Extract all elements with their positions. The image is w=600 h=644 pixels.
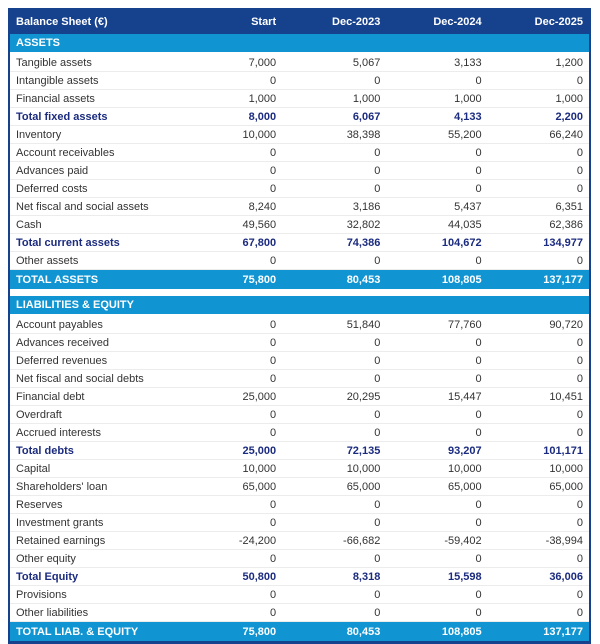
row-value: 0: [270, 318, 277, 331]
row-value: 44,035: [448, 218, 482, 231]
row-label: Advances received: [16, 336, 109, 349]
row-value: 0: [374, 146, 381, 159]
row-value: 0: [576, 146, 583, 159]
table-row-other-equity: [10, 550, 589, 568]
row-value: 5,067: [352, 56, 381, 69]
total-row-value: 137,177: [543, 273, 583, 286]
row-label: Account receivables: [16, 146, 115, 159]
row-label: Capital: [16, 462, 51, 475]
table-row-net-fiscal-and-social-assets: [10, 198, 589, 216]
column-header-dec-2025: Dec-2025: [534, 16, 583, 28]
row-value: 0: [576, 588, 583, 601]
row-value: 0: [270, 606, 277, 619]
row-value: 25,000: [242, 390, 277, 403]
table-row-reserves: [10, 496, 589, 514]
table-row-account-payables: [10, 316, 589, 334]
row-value: 74,386: [346, 236, 381, 249]
row-value: 93,207: [448, 444, 482, 457]
row-value: 0: [374, 408, 381, 421]
row-value: 0: [374, 164, 381, 177]
row-value: 10,000: [549, 462, 583, 475]
row-value: 0: [374, 74, 381, 87]
row-value: 0: [270, 372, 277, 385]
table-row-financial-debt: [10, 388, 589, 406]
subtotal-row-total-fixed-assets: [10, 108, 589, 126]
row-label: Advances paid: [16, 164, 89, 177]
total-row-value: 75,800: [242, 273, 277, 286]
row-value: 0: [576, 426, 583, 439]
row-value: 15,447: [448, 390, 482, 403]
row-label: Deferred revenues: [16, 354, 108, 367]
row-label: Reserves: [16, 498, 63, 511]
row-value: 65,000: [549, 480, 583, 493]
row-value: 8,318: [352, 570, 381, 583]
table-row-cash: [10, 216, 589, 234]
row-value: 0: [374, 336, 381, 349]
row-value: 0: [270, 336, 277, 349]
row-value: 36,006: [549, 570, 583, 583]
table-row-inventory: [10, 126, 589, 144]
table-row-financial-assets: [10, 90, 589, 108]
row-value: 10,451: [549, 390, 583, 403]
row-value: 0: [374, 552, 381, 565]
balance-sheet-table: [8, 8, 591, 644]
row-value: 0: [475, 182, 482, 195]
row-value: 8,240: [248, 200, 277, 213]
column-header-start: Start: [251, 16, 277, 28]
row-value: 2,200: [555, 110, 583, 123]
row-value: 0: [576, 74, 583, 87]
row-value: 0: [475, 408, 482, 421]
row-value: 0: [475, 498, 482, 511]
row-value: 0: [270, 552, 277, 565]
row-value: 3,133: [454, 56, 482, 69]
row-label: Total debts: [16, 444, 74, 457]
table-title: Balance Sheet (€): [16, 16, 108, 28]
row-value: 0: [270, 516, 277, 529]
row-value: 1,200: [555, 56, 583, 69]
row-value: 7,000: [248, 56, 277, 69]
row-value: 1,000: [248, 92, 277, 105]
row-value: 90,720: [549, 318, 583, 331]
row-value: 134,977: [543, 236, 583, 249]
row-value: 0: [270, 254, 277, 267]
table-row-capital: [10, 460, 589, 478]
row-value: 0: [374, 254, 381, 267]
row-value: 0: [475, 164, 482, 177]
row-value: 0: [576, 498, 583, 511]
table-body: [10, 34, 589, 641]
row-value: 0: [270, 588, 277, 601]
table-row-intangible-assets: [10, 72, 589, 90]
row-value: 10,000: [448, 462, 482, 475]
row-value: 0: [475, 426, 482, 439]
row-value: 72,135: [346, 444, 381, 457]
table-row-deferred-revenues: [10, 352, 589, 370]
row-label: Retained earnings: [16, 534, 106, 547]
row-value: 0: [576, 372, 583, 385]
total-row-label: TOTAL LIAB. & EQUITY: [16, 625, 139, 638]
row-value: 0: [374, 516, 381, 529]
row-value: 66,240: [549, 128, 583, 141]
row-label: Provisions: [16, 588, 67, 601]
table-row-overdraft: [10, 406, 589, 424]
row-value: 62,386: [549, 218, 583, 231]
row-label: Shareholders' loan: [16, 480, 108, 493]
row-label: Inventory: [16, 128, 62, 141]
table-row-shareholders-loan: [10, 478, 589, 496]
table-row-tangible-assets: [10, 54, 589, 72]
row-label: Net fiscal and social assets: [16, 200, 149, 213]
total-row-label: TOTAL ASSETS: [16, 273, 99, 286]
table-row-provisions: [10, 586, 589, 604]
row-value: 3,186: [352, 200, 381, 213]
row-label: Other assets: [16, 254, 79, 267]
row-label: Deferred costs: [16, 182, 88, 195]
table-row-retained-earnings: [10, 532, 589, 550]
row-value: 49,560: [242, 218, 277, 231]
row-value: 0: [475, 336, 482, 349]
row-value: 8,000: [248, 110, 277, 123]
total-row-value: 108,805: [441, 273, 482, 286]
row-value: 5,437: [454, 200, 482, 213]
row-value: -24,200: [238, 534, 277, 547]
row-value: 10,000: [346, 462, 381, 475]
total-row-value: 75,800: [242, 625, 277, 638]
row-value: 1,000: [454, 92, 482, 105]
total-row-total-assets: [10, 270, 589, 289]
row-label: Accrued interests: [16, 426, 101, 439]
row-value: 0: [270, 146, 277, 159]
subtotal-row-total-current-assets: [10, 234, 589, 252]
row-label: Net fiscal and social debts: [16, 372, 144, 385]
table-row-accrued-interests: [10, 424, 589, 442]
row-label: Total fixed assets: [16, 110, 108, 123]
row-value: 0: [475, 146, 482, 159]
row-value: 32,802: [346, 218, 381, 231]
total-row-value: 80,453: [346, 625, 381, 638]
table-row-advances-received: [10, 334, 589, 352]
row-label: Other liabilities: [16, 606, 89, 619]
row-value: 0: [270, 354, 277, 367]
row-value: 0: [576, 336, 583, 349]
row-value: 1,000: [555, 92, 583, 105]
row-value: 25,000: [242, 444, 277, 457]
row-value: 0: [270, 408, 277, 421]
row-value: 0: [475, 606, 482, 619]
row-label: Financial assets: [16, 92, 95, 105]
row-label: Account payables: [16, 318, 103, 331]
row-value: 0: [374, 182, 381, 195]
row-value: 55,200: [448, 128, 482, 141]
subtotal-row-total-equity: [10, 568, 589, 586]
row-value: 4,133: [454, 110, 482, 123]
row-value: 0: [576, 516, 583, 529]
row-value: 0: [475, 372, 482, 385]
row-value: 38,398: [346, 128, 381, 141]
section-gap: [10, 289, 589, 296]
row-value: -38,994: [545, 534, 583, 547]
total-row-value: 108,805: [441, 625, 482, 638]
row-label: Total Equity: [16, 570, 79, 583]
table-row-net-fiscal-and-social-debts: [10, 370, 589, 388]
row-value: 0: [576, 552, 583, 565]
section-header-liabilities-equity: LIABILITIES & EQUITY: [10, 296, 589, 316]
row-value: 0: [576, 254, 583, 267]
row-value: 0: [475, 588, 482, 601]
row-value: 10,000: [242, 128, 277, 141]
table-row-investment-grants: [10, 514, 589, 532]
row-label: Tangible assets: [16, 56, 92, 69]
row-label: Other equity: [16, 552, 76, 565]
total-row-value: 80,453: [346, 273, 381, 286]
row-value: 0: [374, 354, 381, 367]
column-header-dec-2023: Dec-2023: [332, 16, 381, 28]
table-row-deferred-costs: [10, 180, 589, 198]
row-value: 50,800: [242, 570, 277, 583]
row-value: 65,000: [242, 480, 277, 493]
row-value: 10,000: [242, 462, 277, 475]
table-row-other-liabilities: [10, 604, 589, 622]
row-value: 0: [475, 552, 482, 565]
row-value: 20,295: [346, 390, 381, 403]
row-value: 0: [475, 354, 482, 367]
total-row-total-liab-equity: [10, 622, 589, 641]
row-value: 0: [475, 516, 482, 529]
subtotal-row-total-debts: [10, 442, 589, 460]
row-value: 0: [576, 164, 583, 177]
row-label: Investment grants: [16, 516, 104, 529]
row-label: Intangible assets: [16, 74, 99, 87]
row-label: Cash: [16, 218, 42, 231]
row-label: Overdraft: [16, 408, 62, 421]
row-value: 67,800: [242, 236, 277, 249]
row-value: 0: [576, 408, 583, 421]
row-value: 0: [475, 254, 482, 267]
row-value: -66,682: [343, 534, 381, 547]
row-value: 0: [374, 606, 381, 619]
table-row-account-receivables: [10, 144, 589, 162]
row-value: 0: [576, 354, 583, 367]
row-value: 0: [270, 182, 277, 195]
row-value: 51,840: [346, 318, 381, 331]
column-header-dec-2024: Dec-2024: [433, 16, 482, 28]
row-value: 0: [270, 74, 277, 87]
total-row-value: 137,177: [543, 625, 583, 638]
row-value: 6,351: [555, 200, 583, 213]
row-value: 77,760: [448, 318, 482, 331]
row-value: 0: [270, 164, 277, 177]
row-value: -59,402: [444, 534, 482, 547]
row-value: 65,000: [346, 480, 381, 493]
row-value: 0: [374, 498, 381, 511]
row-value: 0: [374, 372, 381, 385]
row-value: 6,067: [352, 110, 381, 123]
row-value: 0: [374, 588, 381, 601]
row-value: 104,672: [441, 236, 482, 249]
table-row-other-assets: [10, 252, 589, 270]
row-label: Financial debt: [16, 390, 85, 403]
row-value: 0: [270, 426, 277, 439]
row-value: 0: [576, 182, 583, 195]
row-value: 0: [374, 426, 381, 439]
row-value: 65,000: [448, 480, 482, 493]
table-row-advances-paid: [10, 162, 589, 180]
row-value: 101,171: [543, 444, 583, 457]
row-value: 0: [576, 606, 583, 619]
row-value: 15,598: [448, 570, 482, 583]
section-header-assets: ASSETS: [10, 34, 589, 54]
row-value: 0: [270, 498, 277, 511]
row-label: Total current assets: [16, 236, 120, 249]
row-value: 0: [475, 74, 482, 87]
row-value: 1,000: [352, 92, 381, 105]
table-header-row: [10, 10, 589, 34]
